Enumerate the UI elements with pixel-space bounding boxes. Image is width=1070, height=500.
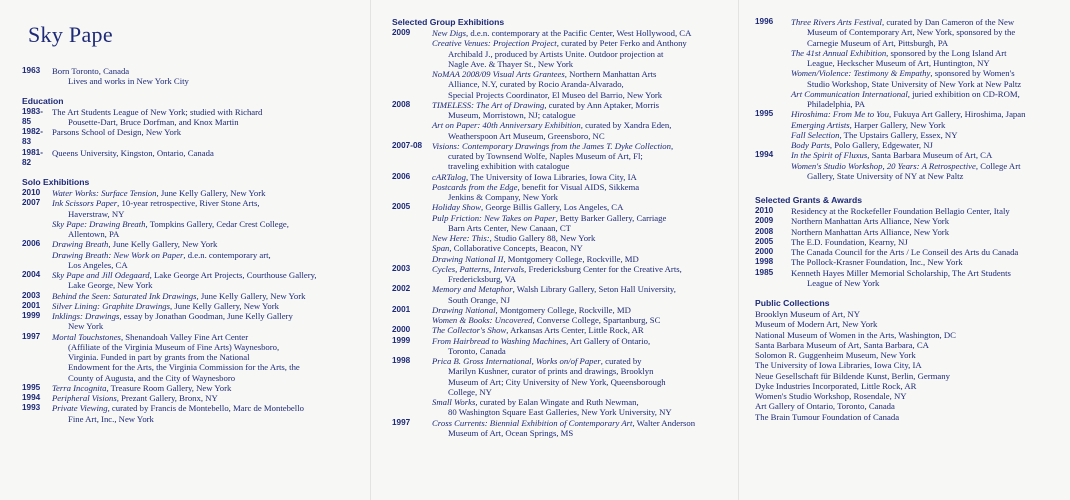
entry-line: The Canada Council for the Arts / Le Conseil des Arts du Canada	[791, 247, 1019, 257]
entry-line: Sky Pape and Jill Odegaard, Lake George Art Projects, Courthouse Gallery,	[52, 270, 317, 280]
entry-year: 1983-85	[22, 106, 43, 126]
entry-line: Philadelphia, PA	[807, 99, 866, 109]
entry-year: 2008	[755, 226, 774, 236]
entry-line: Residency at the Rockefeller Foundation Bellagio Center, Italy	[791, 206, 1010, 216]
entry-text	[52, 127, 362, 148]
entry-line: Three Rivers Arts Festival, curated by Dan Cameron of the New	[791, 17, 1015, 27]
entry-line: Drawing Breath, June Kelly Gallery, New York	[52, 239, 218, 250]
entry-year: 1995	[22, 382, 41, 392]
entry-line: Art Communication International, juried exhibition on CD-ROM,	[791, 88, 1020, 99]
entry-line: Museum of Contemporary Art, New York, sponsored by the	[807, 27, 1016, 38]
entry-year: 1997	[22, 331, 41, 341]
entry-year: 1982-83	[22, 127, 43, 147]
entry-year: 2009	[392, 28, 411, 37]
entry-row	[22, 393, 362, 403]
education-section	[22, 96, 362, 169]
collections-section	[755, 298, 1060, 422]
entry-line: Body Parts, Polo Gallery, Edgewater, NJ	[791, 140, 933, 150]
entry-line: Studio Workshop, State University of New York at New Paltz	[807, 78, 1022, 89]
entry-text	[52, 107, 362, 128]
entry-year: 2010	[22, 188, 41, 197]
entry-year: 1996	[755, 17, 774, 26]
entry-year: 1994	[22, 393, 41, 402]
entry-line: Los Angeles, CA	[68, 259, 128, 270]
entry-line: Drawing National II, Montgomery College, Rockville, MD	[432, 253, 639, 264]
entry-line: New Digs, d.e.n. contemporary at the Pacific Center, West Hollywood, CA	[432, 28, 692, 38]
entry-line: League, Heckscher Museum of Art, Huntington, NY	[807, 58, 990, 68]
entry-year: 1985	[755, 267, 774, 277]
entry-text	[791, 257, 1060, 267]
entry-text	[432, 141, 722, 172]
entry-year: 1999	[22, 311, 41, 320]
entry-line: Museum, Morristown, NJ; catalogue	[448, 110, 576, 120]
entry-line: In the Spirit of Fluxus, Santa Barbara Museum of Art, CA	[791, 150, 993, 161]
entry-line: Northern Manhattan Arts Alliance, New York	[791, 226, 950, 237]
entry-line: Weatherspoon Art Museum, Greensboro, NC	[448, 130, 605, 141]
entry-line: Sky Pape: Drawing Breath, Tompkins Gallery, Cedar Crest College,	[52, 218, 289, 229]
entry-line: Lives and works in New York City	[68, 76, 189, 87]
entry-line: Visions: Contemporary Drawings from the James T. Dyke Collection,	[432, 140, 674, 151]
entry-text	[432, 172, 722, 203]
entry-year: 2000	[392, 325, 411, 335]
entry-line: Fredericksburg, VA	[448, 274, 517, 284]
entry-line: cARTalog, The University of Iowa Libraries, Iowa City, IA	[432, 171, 637, 182]
entry-line: Endowment for the Arts, the Virginia Commission for the Arts, the	[68, 362, 300, 373]
collections-list	[755, 309, 1060, 422]
entry-line: Queens University, Kingston, Ontario, Canada	[52, 147, 214, 158]
entry-text	[432, 284, 722, 305]
entry-year: 1995	[755, 109, 774, 119]
entry-line: Art on Paper: 40th Anniversary Exhibition, curated by Xandra Eden,	[432, 120, 672, 131]
entry-year: 2003	[22, 290, 41, 300]
entry-row	[755, 150, 1060, 181]
entry-line: The Art Students League of New York; studied with Richard	[52, 106, 263, 117]
entry-line: Cycles, Patterns, Intervals, Fredericksburg Center for the Creative Arts,	[432, 263, 682, 274]
entry-line: TIMELESS: The Art of Drawing, curated by Ann Aptaker, Morris	[432, 99, 660, 110]
entry-line: New York	[68, 321, 104, 332]
collection-item: Dyke Industries Incorporated, Little Rock, AR	[755, 380, 917, 391]
entry-text	[432, 336, 722, 357]
entry-line: Haverstraw, NY	[68, 208, 125, 219]
entry-line: Jenkins & Company, New York	[448, 192, 558, 202]
group-exhibitions-section	[392, 17, 722, 438]
entry-row	[392, 202, 722, 264]
collection-item: The Brain Tumour Foundation of Canada	[755, 411, 900, 422]
collection-item: Museum of Modern Art, New York	[755, 319, 878, 330]
entry-line: Pousette-Dart, Bruce Dorfman, and Knox Martin	[68, 116, 239, 127]
grants-heading: Selected Grants & Awards	[755, 195, 862, 205]
entry-text	[52, 403, 362, 424]
entry-text	[791, 237, 1060, 247]
entry-line: The Collector's Show, Arkansas Arts Center, Little Rock, AR	[432, 325, 644, 336]
entry-line: Drawing National, Montgomery College, Rockville, MD	[432, 304, 631, 315]
entry-row	[392, 100, 722, 141]
entry-text	[52, 188, 362, 198]
entry-line: The Pollock-Krasner Foundation, Inc., New York	[791, 257, 963, 268]
column-right	[755, 17, 1060, 431]
entry-line: Private Viewing, curated by Francis de Montebello, Marc de Montebello	[52, 403, 304, 414]
entry-line: Marilyn Kushner, curator of prints and drawings, Brooklyn	[448, 366, 654, 377]
entry-text	[791, 247, 1060, 257]
entry-text	[791, 17, 1060, 109]
entry-line: Lake George, New York	[68, 280, 153, 291]
entry-row	[392, 336, 722, 357]
entry-row	[392, 305, 722, 326]
entry-row	[392, 28, 722, 100]
entry-line: Creative Venues: Projection Project, curated by Peter Ferko and Anthony	[432, 38, 687, 49]
entry-row	[392, 284, 722, 305]
entry-year: 1999	[392, 335, 411, 345]
entry-line: Prica B. Gross International, Works on/of Paper, curated by	[432, 356, 642, 366]
entry-row	[22, 270, 362, 291]
entry-line: New Here: This:, Studio Gallery 88, New York	[432, 233, 596, 243]
solo-exhibitions-heading: Solo Exhibitions	[22, 177, 90, 187]
collection-item: Santa Barbara Museum of Art, Santa Barbara, CA	[755, 339, 929, 350]
entry-line: Fall Selection, The Upstairs Gallery, Essex, NY	[791, 129, 958, 140]
entry-text	[432, 418, 722, 439]
entry-text	[432, 356, 722, 418]
entry-line: traveling exhibition with catalogue	[448, 161, 570, 172]
entry-line: curated by Townsend Wolfe, Naples Museum of Art, Fl;	[448, 151, 643, 161]
entry-row	[392, 141, 722, 172]
entry-line: Behind the Seen: Saturated Ink Drawings, June Kelly Gallery, New York	[52, 290, 306, 301]
entry-line: Born Toronto, Canada	[52, 66, 130, 76]
entry-row	[755, 227, 1060, 237]
entry-year: 2006	[392, 171, 411, 181]
entry-line: Kenneth Hayes Miller Memorial Scholarship, The Art Students	[791, 267, 1011, 278]
entry-row	[392, 172, 722, 203]
entry-year: 2007	[22, 198, 41, 208]
entry-row	[22, 403, 362, 424]
entry-text	[52, 148, 362, 169]
entry-line: County of Augusta, and the City of Waynesboro	[68, 372, 236, 383]
collection-item: National Museum of Women in the Arts, Washington, DC	[755, 329, 956, 340]
entry-text	[791, 206, 1060, 216]
collection-item: Women's Studio Workshop, Rosendale, NY	[755, 391, 907, 401]
collections-heading: Public Collections	[755, 298, 830, 308]
entry-year: 1997	[392, 417, 411, 427]
entry-row	[22, 198, 362, 239]
entry-line: Holiday Show, George Billis Gallery, Los Angeles, CA	[432, 202, 624, 213]
entry-text	[52, 198, 362, 239]
column-middle	[392, 17, 722, 447]
entry-line: Women's Studio Workshop, 20 Years: A Retrospective, College Art	[791, 160, 1021, 171]
entry-row	[755, 109, 1060, 150]
entry-line: Small Works, curated by Ealan Wingate and Ruth Newman,	[432, 397, 639, 407]
entry-line: Ink Scissors Paper, 10-year retrospective, River Stone Arts,	[52, 198, 260, 209]
entry-line: Fine Art, Inc., New York	[68, 413, 154, 424]
entry-text	[52, 66, 362, 87]
entry-row	[755, 237, 1060, 247]
fold-line-left	[370, 0, 371, 500]
entry-line: Nagle Ave. & Thayer St., New York	[448, 58, 574, 69]
entry-text	[791, 150, 1060, 181]
entry-line: Pulp Friction: New Takes on Paper, Betty Barker Gallery, Carriage	[432, 212, 667, 223]
entry-text	[432, 264, 722, 285]
entry-row	[755, 216, 1060, 226]
entry-line: Barn Arts Center, New Canaan, CT	[448, 222, 571, 233]
entry-line: Women/Violence: Testimony & Empathy, sponsored by Women's	[791, 68, 1015, 79]
entry-year: 2003	[392, 263, 411, 273]
entry-text	[791, 216, 1060, 226]
entry-row	[392, 356, 722, 418]
entry-year: 2007-08	[392, 140, 423, 150]
entry-year: 2005	[392, 202, 411, 212]
entry-line: Women & Books: Uncovered, Converse College, Spartanburg, SC	[432, 315, 661, 325]
entry-text	[432, 28, 722, 100]
entry-line: Mortal Touchstones, Shenandoah Valley Fine Art Center	[52, 331, 249, 342]
entry-line: Peripheral Visions, Prezant Gallery, Bronx, NY	[52, 393, 218, 403]
entry-text	[52, 270, 362, 291]
entry-text	[432, 325, 722, 335]
entry-year: 2002	[392, 284, 411, 294]
entry-line: Cross Currents: Biennial Exhibition of Contemporary Art, Walter Anderson	[432, 417, 696, 428]
entry-line: South Orange, NJ	[448, 294, 511, 305]
entry-text	[52, 311, 362, 332]
entry-text	[432, 305, 722, 326]
entry-row	[392, 418, 722, 439]
entry-line: 80 Washington Square East Galleries, New York University, NY	[448, 407, 672, 418]
entry-row	[22, 66, 362, 87]
entry-text	[791, 109, 1060, 150]
entry-year: 1993	[22, 403, 41, 413]
column-left	[22, 22, 362, 433]
entry-line: From Hairbread to Washing Machines, Art Gallery of Ontario,	[432, 335, 651, 346]
entry-year: 2008	[392, 99, 411, 109]
entry-line: The E.D. Foundation, Kearny, NJ	[791, 236, 908, 247]
entry-text	[52, 393, 362, 403]
entry-line: Drawing Breath: New Work on Paper, d.e.n. contemporary art,	[52, 249, 271, 260]
entry-line: League of New York	[807, 277, 880, 288]
entry-line: Toronto, Canada	[448, 345, 506, 356]
grants-section	[755, 195, 1060, 288]
entry-line: Water Works: Surface Tension, June Kelly Gallery, New York	[52, 188, 266, 198]
entry-line: Terra Incognita, Treasure Room Gallery, New York	[52, 382, 232, 393]
entry-line: NoMAA 2008/09 Visual Arts Grantees, Northern Manhattan Arts	[432, 69, 657, 79]
entry-year: 2005	[755, 236, 774, 246]
education-heading: Education	[22, 95, 64, 106]
entry-year: 2006	[22, 239, 41, 249]
entry-text	[52, 332, 362, 383]
entry-year: 1998	[392, 356, 411, 365]
entry-row	[392, 264, 722, 285]
entry-text	[52, 291, 362, 301]
entry-line: College, NY	[448, 386, 492, 397]
entry-row	[22, 311, 362, 332]
collection-item: Art Gallery of Ontario, Toronto, Canada	[755, 401, 895, 412]
entry-line: (Affiliate of the Virginia Museum of Fine Arts) Waynesboro,	[68, 341, 280, 352]
group-exhibitions-continued	[755, 17, 1060, 181]
entry-line: Silver Lining: Graphite Drawings, June Kelly Gallery, New York	[52, 300, 279, 311]
entry-line: Allentown, PA	[68, 229, 120, 239]
entry-year: 1963	[22, 66, 41, 75]
entry-year: 1994	[755, 150, 774, 160]
entry-line: Northern Manhattan Arts Alliance, New York	[791, 216, 950, 227]
entry-text	[432, 202, 722, 264]
entry-line: Memory and Metaphor, Walsh Library Gallery, Seton Hall University,	[432, 284, 676, 295]
entry-year: 2001	[392, 304, 411, 314]
solo-exhibitions-section	[22, 177, 362, 424]
entry-year: 2010	[755, 206, 774, 215]
entry-line: Inklings: Drawings, essay by Jonathan Goodman, June Kelly Gallery	[52, 311, 293, 321]
entry-text	[52, 383, 362, 393]
entry-row	[392, 325, 722, 335]
entry-line: Span, Collaborative Concepts, Beacon, NY	[432, 243, 583, 254]
entry-row	[22, 148, 362, 169]
entry-line: The 41st Annual Exhibition, sponsored by the Long Island Art	[791, 47, 1007, 58]
entry-line: Museum of Art; City University of New York, Queensborough	[448, 376, 666, 387]
entry-line: Emerging Artists, Harper Gallery, New York	[791, 119, 946, 130]
entry-year: 2000	[755, 247, 774, 256]
entry-line: Museum of Art, Ocean Springs, MS	[448, 427, 574, 438]
entry-text	[52, 239, 362, 270]
entry-row	[22, 383, 362, 393]
entry-row	[22, 301, 362, 311]
entry-row	[22, 291, 362, 301]
entry-line: Carnegie Museum of Art, Pittsburgh, PA	[807, 37, 949, 48]
entry-year: 1981-82	[22, 147, 43, 167]
entry-row	[22, 107, 362, 128]
entry-line: Special Projects Coordinator, El Museo del Barrio, New York	[448, 89, 663, 100]
entry-row	[755, 247, 1060, 257]
entry-row	[755, 268, 1060, 289]
entry-year: 2004	[22, 270, 41, 279]
entry-line: Archibald J., produced by Artists Unite. Outdoor projection at	[448, 48, 664, 59]
entry-text	[791, 268, 1060, 289]
entry-row	[22, 127, 362, 148]
artist-name: Sky Pape	[28, 22, 113, 47]
entry-line: Parsons School of Design, New York	[52, 127, 182, 137]
collection-item: Solomon R. Guggenheim Museum, New York	[755, 350, 916, 360]
entry-row	[755, 206, 1060, 216]
entry-year: 2001	[22, 300, 41, 310]
collection-item: Neue Gesellschaft für Bildende Kunst, Berlin, Germany	[755, 370, 950, 381]
entry-text	[52, 301, 362, 311]
entry-line: Virginia. Funded in part by grants from the National	[68, 352, 250, 362]
bio-section	[22, 66, 362, 87]
entry-row	[22, 188, 362, 198]
collection-item: Brooklyn Museum of Art, NY	[755, 309, 860, 319]
entry-row	[755, 17, 1060, 109]
entry-text	[432, 100, 722, 141]
fold-line-right	[738, 0, 739, 500]
entry-line: Postcards from the Edge, benefit for Visual AIDS, Sikkema	[432, 181, 640, 192]
entry-line: Alliance, N.Y, curated by Rocio Aranda-Alvarado,	[448, 79, 624, 90]
entry-year: 1998	[755, 257, 774, 267]
collection-item: The University of Iowa Libraries, Iowa City, IA	[755, 360, 922, 371]
group-exhibitions-heading: Selected Group Exhibitions	[392, 17, 505, 27]
entry-line: Hiroshima: From Me to You, Fukuya Art Gallery, Hiroshima, Japan	[791, 109, 1026, 120]
entry-year: 2009	[755, 216, 774, 226]
entry-row	[755, 257, 1060, 267]
entry-line: Gallery, State University of NY at New Paltz	[807, 170, 964, 181]
entry-text	[791, 227, 1060, 237]
entry-row	[22, 332, 362, 383]
entry-row	[22, 239, 362, 270]
